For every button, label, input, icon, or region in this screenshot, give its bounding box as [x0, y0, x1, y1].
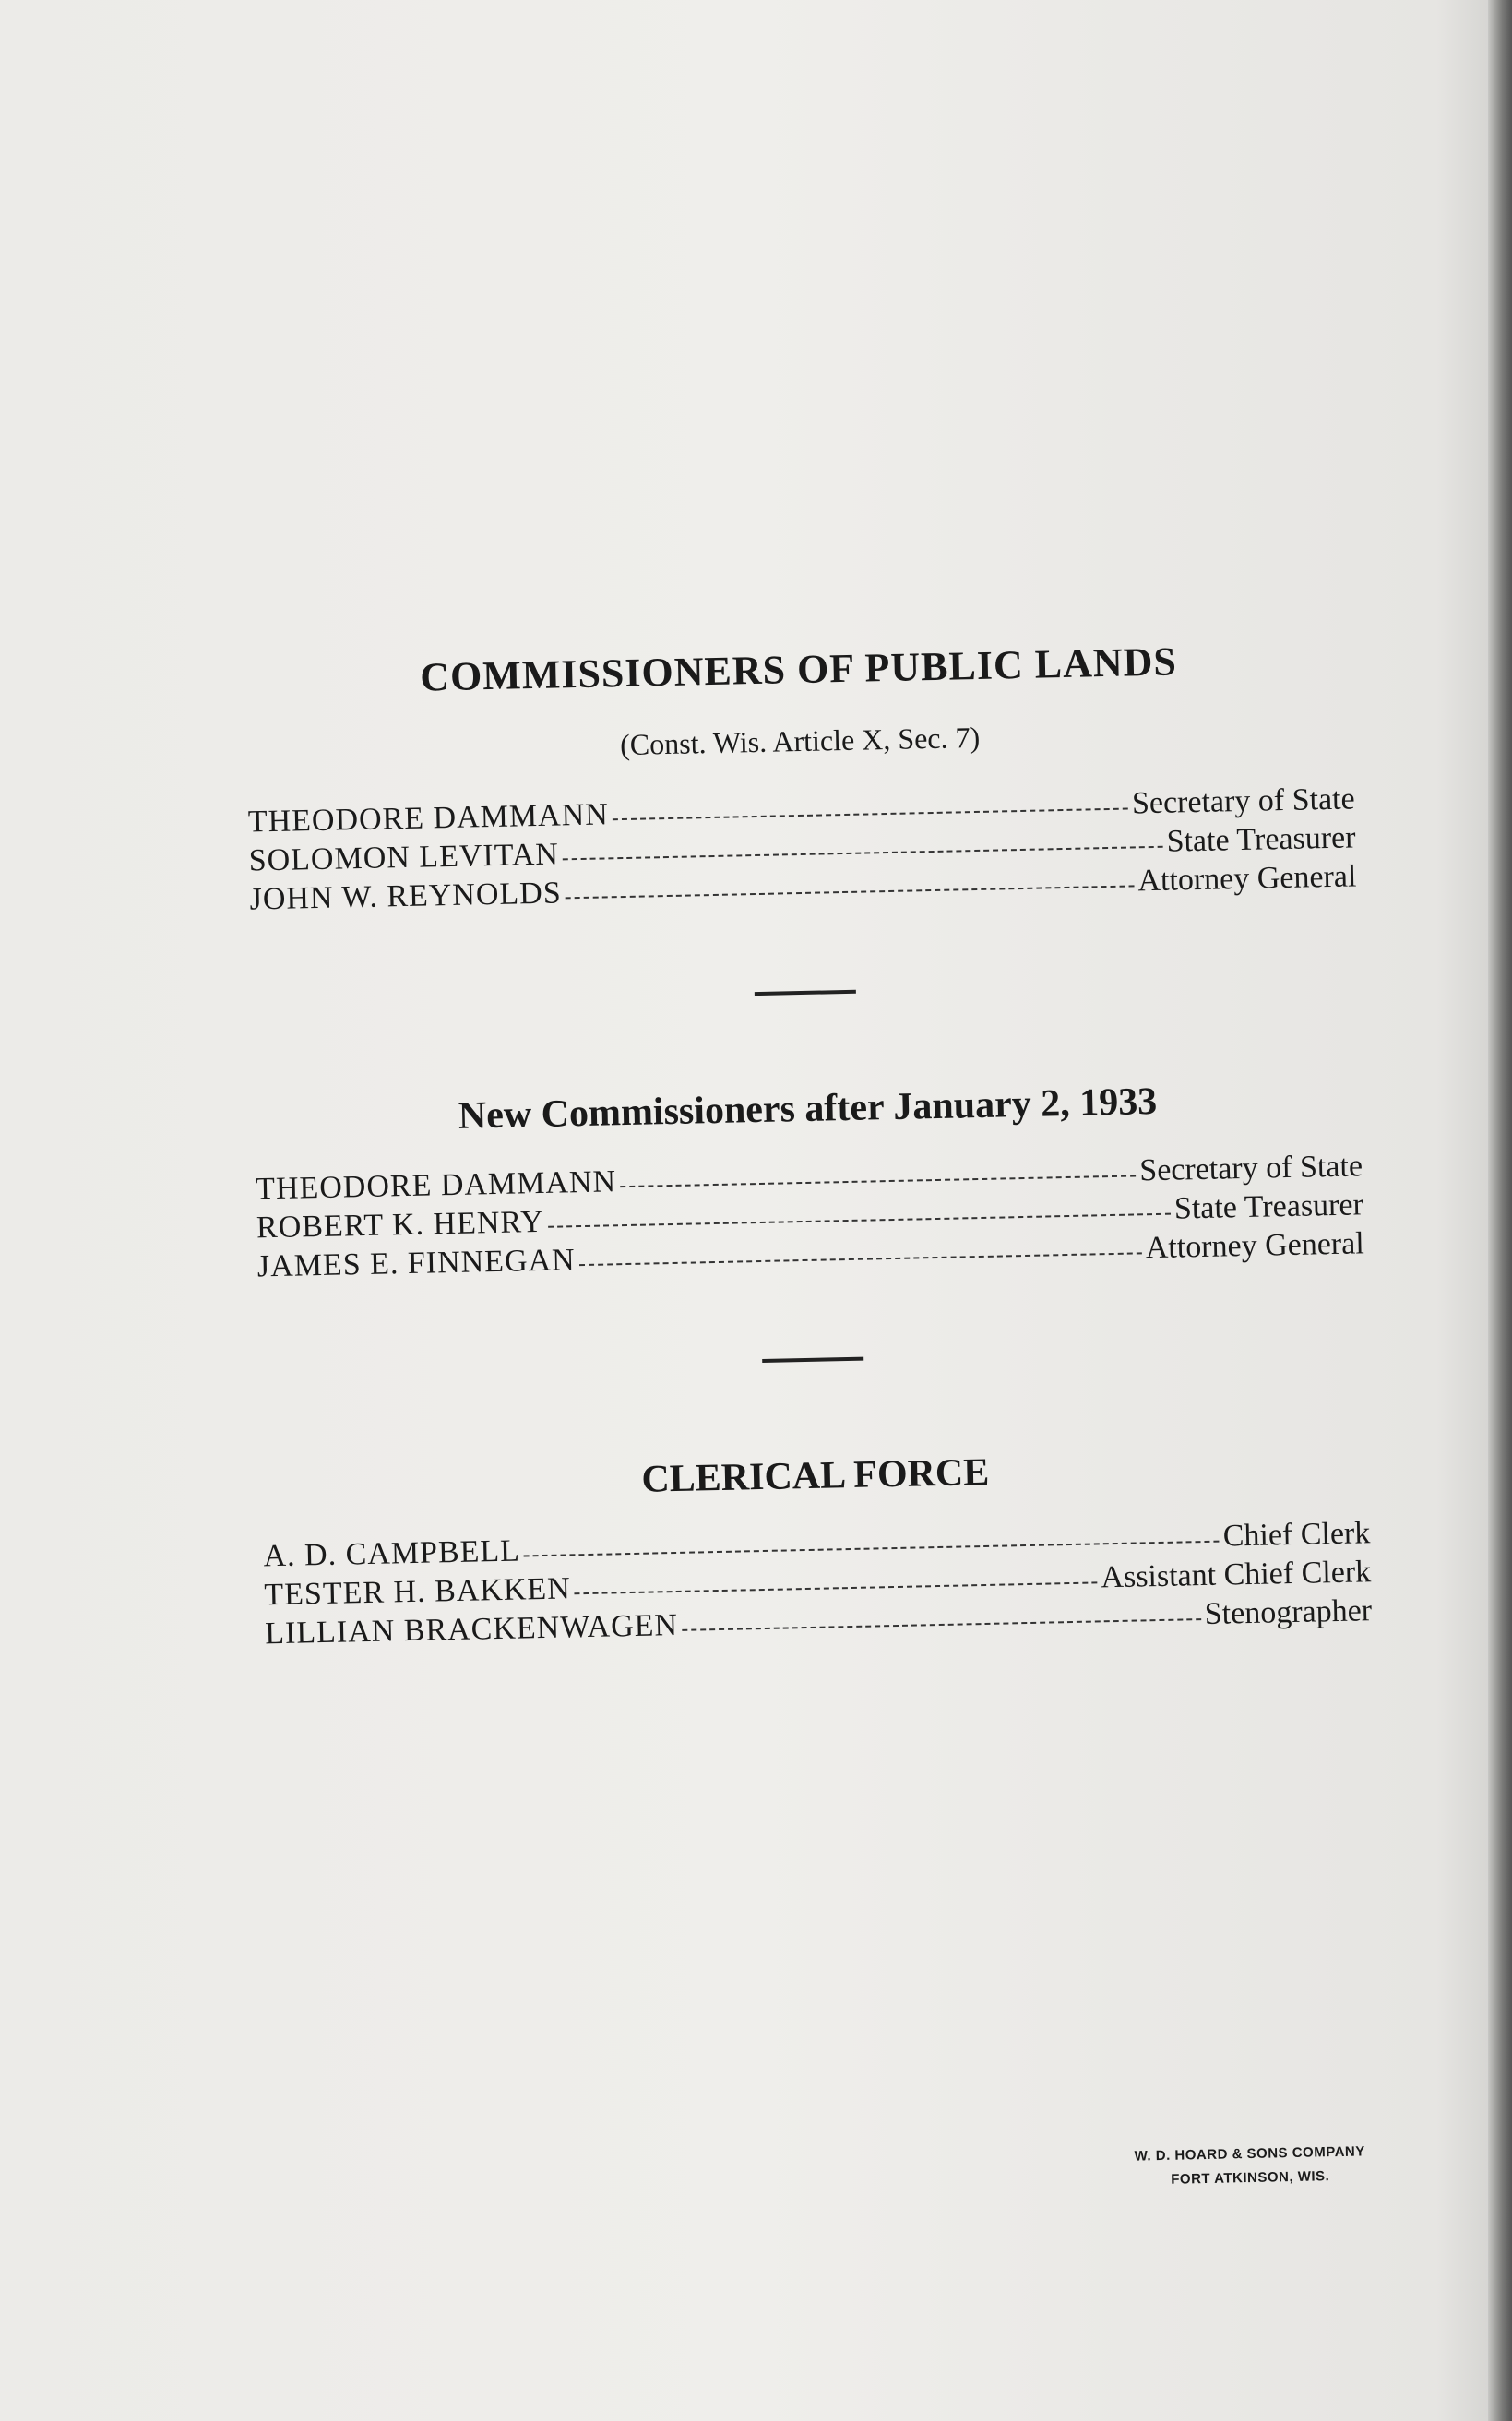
member-title: Stenographer [1204, 1593, 1373, 1631]
commissioners-list [247, 780, 1356, 919]
clerical-force-list [263, 1514, 1372, 1653]
commissioners-heading: COMMISSIONERS OF PUBLIC LANDS [419, 638, 1178, 700]
section-divider [762, 1357, 863, 1363]
dot-leader [524, 1541, 1220, 1557]
member-title: Attorney General [1137, 859, 1357, 899]
member-name: JOHN W. REYNOLDS [249, 876, 563, 917]
member-name: THEODORE DAMMANN [247, 797, 610, 840]
member-name: LILLIAN BRACKENWAGEN [264, 1607, 679, 1652]
member-name: TESTER H. BAKKEN [264, 1571, 572, 1613]
dot-leader [548, 1213, 1171, 1228]
member-title: Secretary of State [1131, 781, 1355, 821]
printer-location: FORT ATKINSON, WIS. [1171, 2168, 1330, 2188]
printer-imprint [1101, 2140, 1398, 2194]
member-name: SOLOMON LEVITAN [248, 837, 560, 878]
dot-leader [613, 808, 1128, 821]
member-name: JAMES E. FINNEGAN [256, 1243, 577, 1284]
member-name: A. D. CAMPBELL [263, 1533, 521, 1574]
dot-leader [566, 885, 1135, 899]
member-title: State Treasurer [1173, 1187, 1364, 1226]
member-title: Chief Clerk [1222, 1516, 1371, 1554]
dot-leader [620, 1175, 1136, 1187]
member-title: Attorney General [1145, 1226, 1365, 1266]
dot-leader [563, 846, 1163, 861]
clerical-force-heading: CLERICAL FORCE [640, 1450, 990, 1501]
new-commissioners-list [256, 1147, 1364, 1286]
member-title: State Treasurer [1166, 820, 1356, 859]
member-title: Assistant Chief Clerk [1101, 1555, 1372, 1595]
member-title: Secretary of State [1138, 1149, 1363, 1188]
new-commissioners-heading: New Commissioners after January 2, 1933 [458, 1079, 1158, 1138]
commissioners-section [244, 634, 1357, 919]
dot-leader [579, 1252, 1142, 1266]
constitution-reference: (Const. Wis. Article X, Sec. 7) [619, 720, 981, 762]
printer-name: W. D. HOARD & SONS COMPANY [1134, 2143, 1365, 2165]
book-spine-edge [1488, 0, 1512, 2421]
page-content [244, 634, 1372, 1653]
member-name: ROBERT K. HENRY [256, 1204, 545, 1246]
section-divider [755, 990, 856, 996]
dot-leader [575, 1581, 1098, 1594]
clerical-force-section [261, 1442, 1372, 1653]
dot-leader [682, 1618, 1201, 1631]
new-commissioners-section [254, 1075, 1364, 1286]
member-name: THEODORE DAMMANN [255, 1164, 617, 1207]
